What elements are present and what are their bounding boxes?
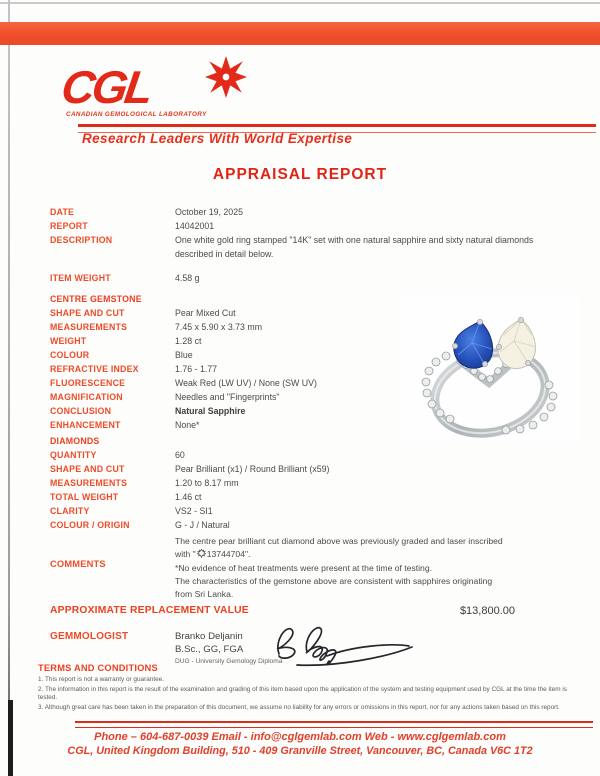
comment-line: The centre pear brilliant cut diamond above was previously graded and laser inscribed (175, 536, 503, 546)
field-label: CLARITY (50, 506, 90, 516)
comment-line (175, 548, 587, 562)
comment-line: The characteristics of the gemstone above are consistent with sapphires originating (175, 576, 493, 586)
footer-contact: Phone – 604-687-0039 Email - info@cglgemlab.com Web - www.cglgemlab.com (94, 731, 506, 743)
field-value: Needles and "Fingerprints" (175, 392, 280, 402)
field-label: MEASUREMENTS (50, 478, 128, 488)
logo-subtitle: CANADIAN GEMOLOGICAL LABORATORY (66, 111, 207, 118)
field-value: 1.76 - 1.77 (175, 364, 218, 374)
field-label: TOTAL WEIGHT (50, 492, 119, 502)
comments-block (50, 535, 595, 601)
comment-line: *No evidence of heat treatments were present at the time of testing. (175, 563, 432, 573)
comment-line-pre: with " (175, 549, 196, 559)
gemstone-row (50, 376, 595, 390)
terms-item-1: 1. This report is not a warranty or guarantee. (38, 676, 164, 683)
gemstone-row-conclusion (50, 404, 595, 418)
field-label: DESCRIPTION (50, 235, 113, 245)
field-label: SHAPE AND CUT (50, 464, 125, 474)
field-value: 14042001 (175, 221, 215, 231)
diamond-row (50, 476, 595, 490)
field-label: DATE (50, 207, 75, 217)
footer-address: CGL, United Kingdom Building, 510 - 409 Granville Street, Vancouver, BC, Canada V6C 1T2 (67, 745, 533, 757)
field-value: Pear Mixed Cut (175, 308, 236, 318)
orange-banner-stripe (0, 22, 600, 45)
gemstone-row (50, 390, 595, 404)
field-label: WEIGHT (50, 336, 87, 346)
gemmologist-block (50, 630, 595, 667)
gemmologist-label: GEMMOLOGIST (50, 631, 129, 642)
laser-inscription: 13744704". (206, 549, 251, 559)
field-value: Pear Brilliant (x1) / Round Brilliant (x59) (175, 464, 330, 474)
terms-and-conditions (38, 663, 586, 713)
field-label: FLUORESCENCE (50, 378, 126, 388)
cgl-logo (58, 61, 292, 126)
field-row-date (50, 205, 595, 219)
gemstone-row (50, 362, 595, 376)
replacement-value-amount: $13,800.00 (459, 605, 515, 617)
diamond-row (50, 448, 595, 462)
field-row-item-weight (50, 271, 595, 285)
tagline: Research Leaders With World Expertise (82, 131, 353, 146)
gemstone-row (50, 418, 595, 432)
terms-heading: TERMS AND CONDITIONS (38, 663, 158, 673)
field-label: COLOUR (50, 350, 90, 360)
field-value: 7.45 x 5.90 x 3.73 mm (175, 322, 263, 332)
field-label: REFRACTIVE INDEX (50, 364, 139, 374)
field-value: October 19, 2025 (175, 207, 243, 217)
field-label: CONCLUSION (50, 406, 112, 416)
field-value: 1.20 to 8.17 mm (175, 478, 239, 488)
field-label: REPORT (50, 221, 88, 231)
field-value: 1.28 ct (175, 336, 202, 346)
field-row-description (50, 233, 595, 261)
footer-rule (75, 721, 593, 728)
field-label: MEASUREMENTS (50, 322, 128, 332)
page-title: APPRAISAL REPORT (212, 166, 388, 183)
gemstone-row (50, 348, 595, 362)
gemmologist-credentials: B.Sc., GG, FGA (175, 644, 244, 655)
field-value: None* (175, 420, 200, 430)
field-value: 4.58 g (175, 273, 200, 283)
report-body (50, 205, 595, 667)
terms-item-2: 2. The information in this report is the result of the examination and grading of this item based upon the application of the system and testing equipment used by CGL at the time the item is tested. (38, 685, 567, 702)
replacement-value-row (50, 604, 515, 618)
field-value: G - J / Natural (175, 520, 230, 530)
replacement-value-label: APPROXIMATE REPLACEMENT VALUE (50, 605, 249, 616)
comment-line: from Sri Lanka. (175, 589, 234, 599)
gemmologist-name: Branko Deljanin (175, 631, 243, 642)
field-value: One white gold ring stamped "14K" set with one natural sapphire and sixty natural diamonds described in detail below. (175, 235, 534, 259)
field-label: MAGNIFICATION (50, 392, 123, 402)
scan-edge-left (8, 0, 10, 776)
section-heading-centre-gemstone: CENTRE GEMSTONE (50, 294, 142, 304)
gemmologist-diploma: DUG - University Gemology Diploma (175, 658, 283, 665)
comments-text (175, 535, 587, 601)
diamond-row (50, 462, 595, 476)
field-value: Natural Sapphire (175, 406, 246, 416)
terms-item-3: 3. Although great care has been taken in the preparation of this document, we assume no liability for any errors or omissions in this report, nor for any actions taken based on this report. (38, 703, 560, 711)
section-heading-diamonds: DIAMONDS (50, 436, 100, 446)
field-value: Weak Red (LW UV) / None (SW UV) (175, 378, 317, 388)
scan-edge-top (0, 2, 600, 4)
starburst-icon (205, 56, 247, 103)
comments-label: COMMENTS (50, 559, 106, 569)
diamond-row (50, 504, 595, 518)
field-row-report (50, 219, 595, 233)
field-label: SHAPE AND CUT (50, 308, 125, 318)
gemstone-row (50, 320, 595, 334)
field-value: VS2 - SI1 (175, 506, 213, 516)
field-label: ENHANCEMENT (50, 420, 121, 430)
gemstone-row (50, 334, 595, 348)
field-value: 60 (175, 450, 185, 460)
field-label: ITEM WEIGHT (50, 273, 111, 283)
gemstone-row (50, 306, 595, 320)
field-label: COLOUR / ORIGIN (50, 520, 130, 530)
field-value: 1.46 ct (175, 492, 202, 502)
field-value: Blue (175, 350, 193, 360)
maple-leaf-icon (197, 549, 206, 562)
diamond-row (50, 490, 595, 504)
cgl-logo-text: CGL (58, 61, 154, 113)
diamond-row (50, 518, 595, 532)
field-label: QUANTITY (50, 450, 97, 460)
